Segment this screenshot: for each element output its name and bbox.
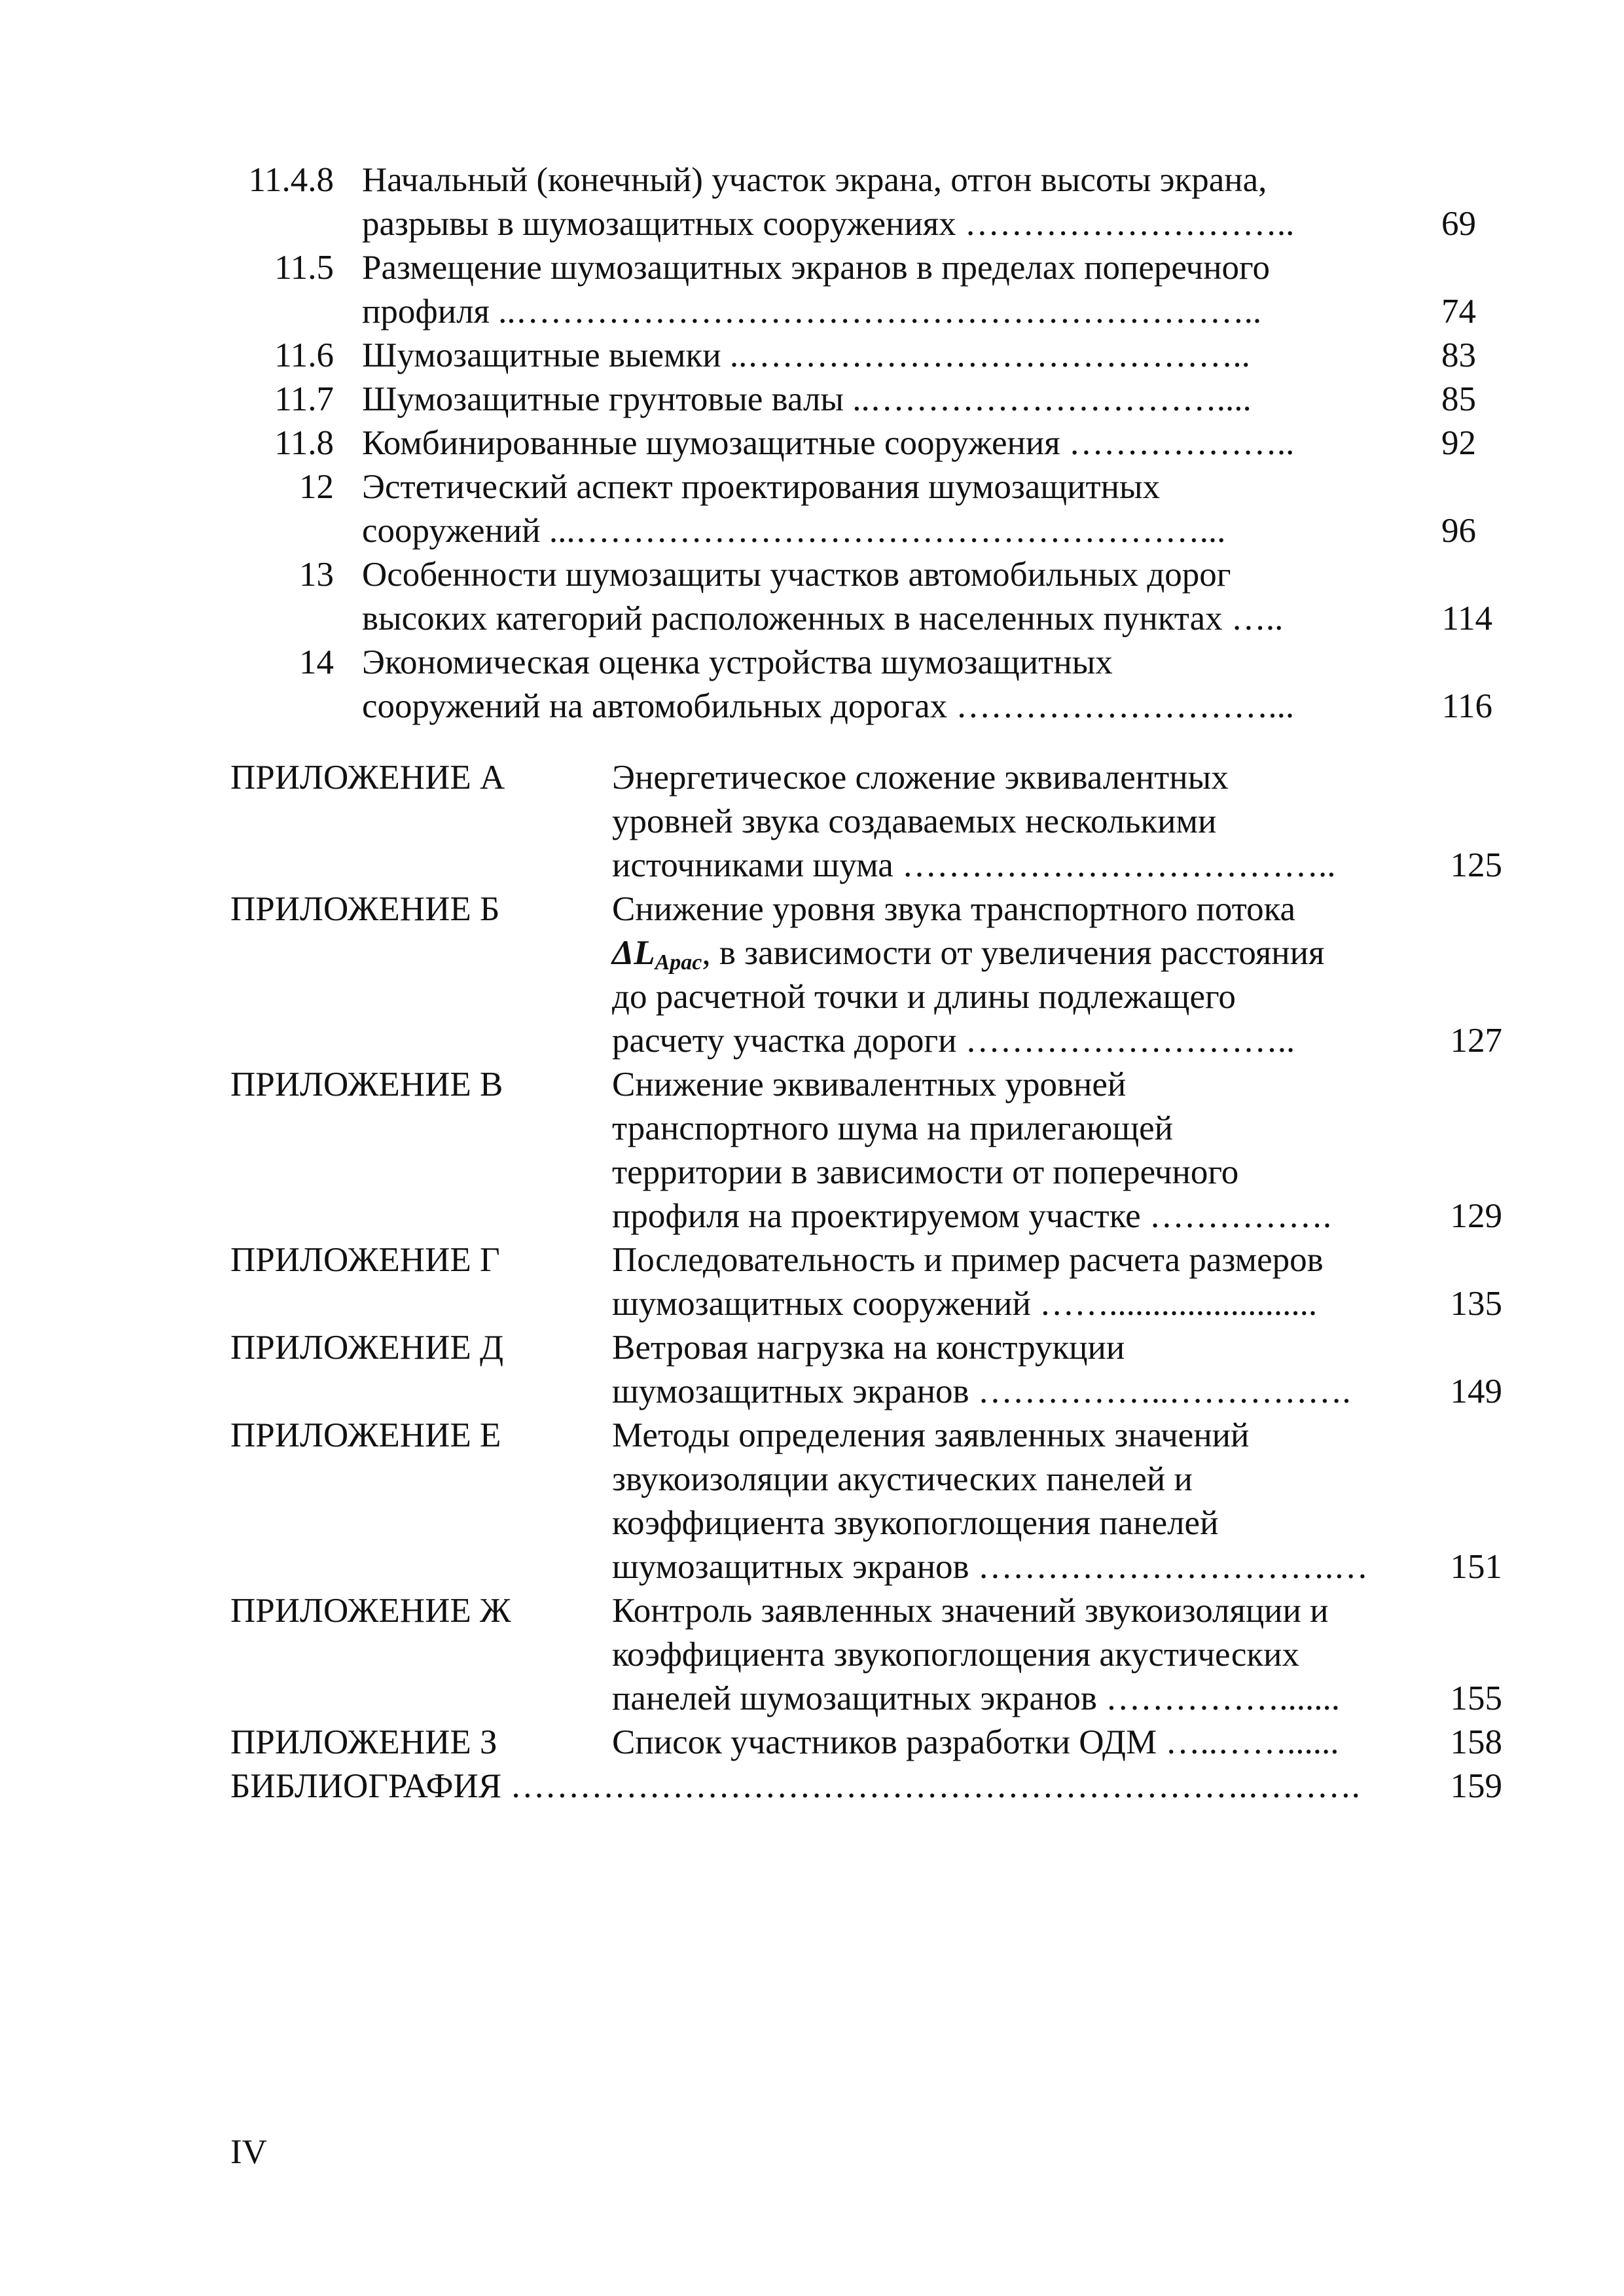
appendix-title: уровней звука создаваемых несколькими (612, 802, 1217, 840)
appendix-title: шумозащитных экранов ………………………….… (612, 1548, 1369, 1586)
appendix-title: шумозащитных сооружений ……........................ (612, 1285, 1318, 1323)
appendix-title: , в зависимости от увеличения расстояния (702, 934, 1325, 972)
section-number: 11.4.8 (248, 161, 334, 199)
delta-l-symbol: ΔL (612, 934, 655, 972)
section-number: 11.6 (274, 336, 334, 374)
appendix-title: Контроль заявленных значений звукоизоляции и (612, 1592, 1329, 1630)
appendix-title: Ветровая нагрузка на конструкции (612, 1329, 1125, 1367)
footer-page-number: IV (230, 2133, 267, 2171)
delta-l-subscript: Арас (655, 950, 702, 975)
page-number: 159 (1450, 1767, 1502, 1805)
page-number: 127 (1450, 1022, 1502, 1060)
page-number: 96 (1441, 512, 1476, 550)
page-number: 69 (1441, 205, 1476, 243)
section-number: 12 (299, 468, 334, 506)
appendix-title: Методы определения заявленных значений (612, 1416, 1250, 1454)
page-number: 125 (1450, 846, 1502, 884)
section-title: Особенности шумозащиты участков автомобильных дорог (362, 556, 1231, 594)
page-number: 129 (1450, 1197, 1502, 1235)
appendix-title: Последовательность и пример расчета размеров (612, 1241, 1324, 1279)
appendix-title: источниками шума ……………………………….. (612, 846, 1336, 884)
page-number: 116 (1441, 687, 1492, 725)
section-title: Экономическая оценка устройства шумозащитных (362, 643, 1113, 681)
appendix-label: ПРИЛОЖЕНИЕ Г (230, 1241, 500, 1279)
section-title: Размещение шумозащитных экранов в пределах поперечного (362, 249, 1270, 287)
appendix-title: транспортного шума на прилегающей (612, 1109, 1174, 1147)
page-number: 149 (1450, 1372, 1502, 1410)
section-title: разрывы в шумозащитных сооружениях ……………………….. (362, 205, 1295, 243)
appendix-title: Снижение уровня звука транспортного потока (612, 890, 1296, 928)
appendix-title: Энергетическое сложение эквивалентных (612, 759, 1229, 797)
page-number: 74 (1441, 293, 1476, 331)
section-number: 11.7 (274, 380, 334, 418)
bibliography-line (230, 1765, 1360, 1808)
appendix-title: профиля на проектируемом участке ……………. (612, 1197, 1332, 1235)
appendix-title: коэффициента звукопоглощения акустических (612, 1636, 1300, 1674)
page-number: 151 (1450, 1548, 1502, 1586)
section-title: Начальный (конечный) участок экрана, отгон высоты экрана, (362, 161, 1267, 199)
bibliography-dots: ……………………………………………………….………. (510, 1767, 1360, 1805)
appendix-title: панелей шумозащитных экранов ……………....... (612, 1679, 1340, 1717)
section-title: Шумозащитные грунтовые валы ..………………………….... (362, 380, 1252, 418)
section-title: высоких категорий расположенных в населенных пунктах ….. (362, 600, 1284, 637)
page-number: 155 (1450, 1679, 1502, 1717)
section-number: 11.8 (274, 424, 334, 462)
section-title: Эстетический аспект проектирования шумозащитных (362, 468, 1161, 506)
appendix-label: ПРИЛОЖЕНИЕ Е (230, 1416, 501, 1454)
page-number: 83 (1441, 336, 1476, 374)
appendix-title: до расчетной точки и длины подлежащего (612, 978, 1236, 1016)
appendix-title: Снижение эквивалентных уровней (612, 1066, 1127, 1103)
section-title: Шумозащитные выемки ..…………………………………….. (362, 336, 1250, 374)
section-title: сооружений на автомобильных дорогах ………………………... (362, 687, 1295, 725)
section-number: 11.5 (274, 249, 334, 287)
page-number: 135 (1450, 1285, 1502, 1323)
appendix-title: коэффициента звукопоглощения панелей (612, 1504, 1219, 1542)
bibliography-label: БИБЛИОГРАФИЯ (230, 1767, 502, 1805)
page-number: 158 (1450, 1723, 1502, 1761)
appendix-title: Список участников разработки ОДМ …..……...... (612, 1723, 1339, 1761)
appendix-title: шумозащитных экранов ……………..……………. (612, 1372, 1351, 1410)
page-number: 92 (1441, 424, 1476, 462)
appendix-label: ПРИЛОЖЕНИЕ А (230, 759, 505, 797)
page-number: 85 (1441, 380, 1476, 418)
section-title: профиля ..……………………………………………………….. (362, 293, 1262, 331)
appendix-title: звукоизоляции акустических панелей и (612, 1460, 1193, 1498)
section-title: Комбинированные шумозащитные сооружения ……………….. (362, 424, 1295, 462)
section-number: 13 (299, 556, 334, 594)
appendix-label: ПРИЛОЖЕНИЕ Д (230, 1329, 504, 1367)
appendix-title: расчету участка дороги ……………………….. (612, 1022, 1295, 1060)
appendix-label: ПРИЛОЖЕНИЕ Б (230, 890, 500, 928)
section-title: сооружений ...………………………………………………... (362, 512, 1226, 550)
appendix-label: ПРИЛОЖЕНИЕ Ж (230, 1592, 511, 1630)
appendix-title: территории в зависимости от поперечного (612, 1153, 1239, 1191)
section-number: 14 (299, 643, 334, 681)
appendix-label: ПРИЛОЖЕНИЕ З (230, 1723, 497, 1761)
page-number: 114 (1441, 600, 1492, 637)
appendix-label: ПРИЛОЖЕНИЕ В (230, 1066, 503, 1103)
